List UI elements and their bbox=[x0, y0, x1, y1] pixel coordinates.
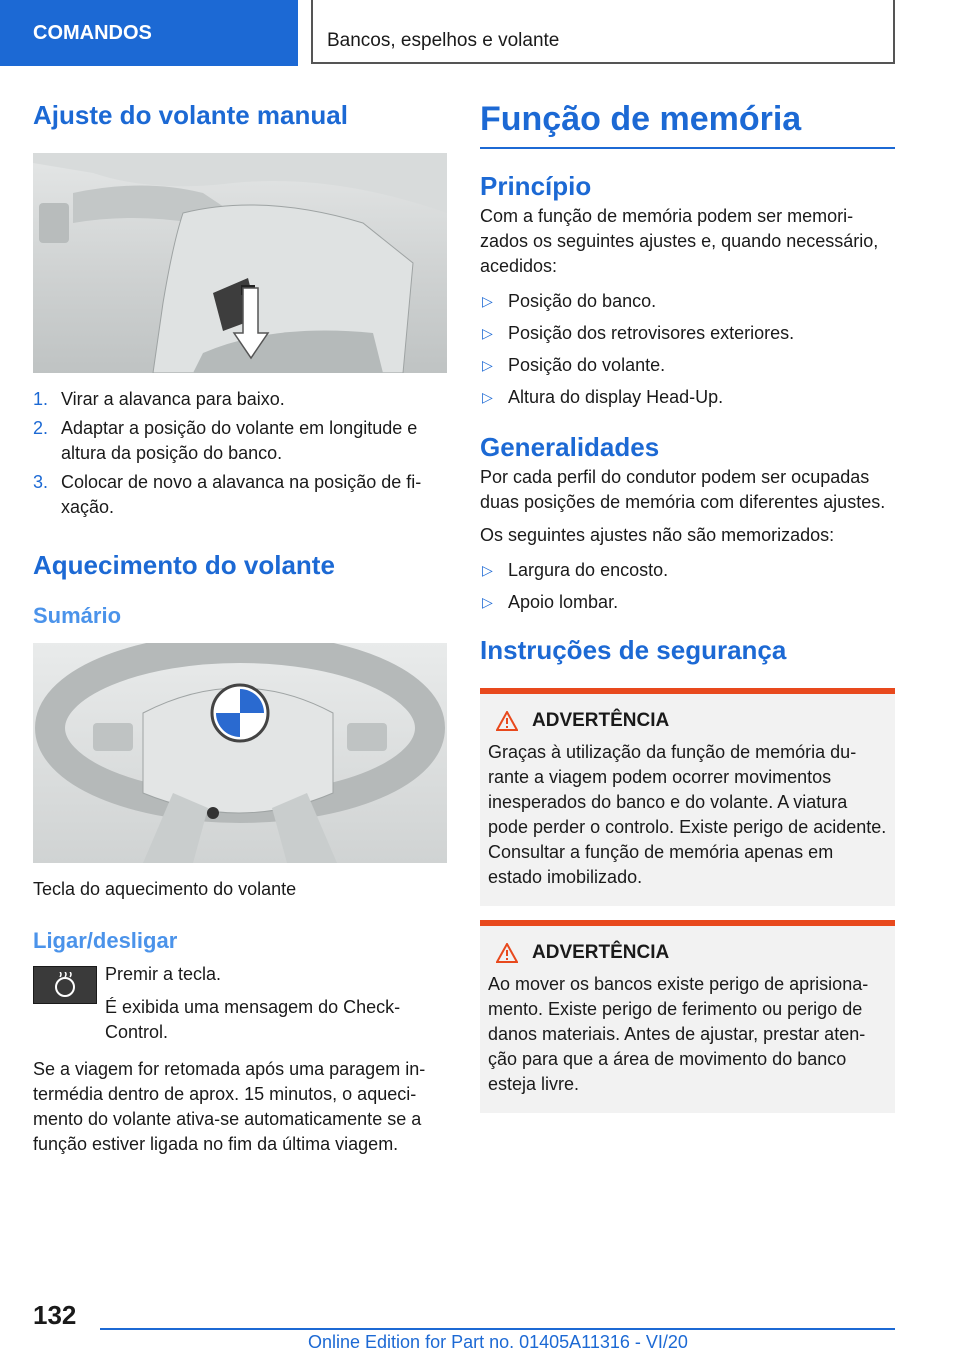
steering-column-illustration bbox=[33, 153, 447, 373]
page-number: 132 bbox=[33, 1300, 77, 1330]
adjust-steps bbox=[33, 387, 447, 520]
steering-wheel-illustration bbox=[33, 643, 447, 863]
heading-principle: Princípio bbox=[480, 171, 592, 201]
triangle-bullet-icon: ▷ bbox=[482, 293, 493, 309]
list-item: ▷ Altura do display Head-Up. bbox=[480, 385, 895, 410]
triangle-bullet-icon: ▷ bbox=[482, 594, 493, 610]
warning-triangle-icon bbox=[496, 711, 518, 731]
triangle-bullet-icon: ▷ bbox=[482, 562, 493, 578]
press-instruction: Premir a tecla. bbox=[105, 964, 222, 984]
memory-title: Função de memória bbox=[480, 100, 895, 149]
section-label: COMANDOS bbox=[33, 21, 152, 44]
step-item: 1. Virar a alavanca para baixo. bbox=[33, 389, 285, 409]
warning-title: ADVERTÊNCIA bbox=[488, 942, 887, 964]
list-item: ▷ Posição dos retrovisores exteriores. bbox=[480, 321, 895, 346]
list-item: ▷ Apoio lombar. bbox=[480, 590, 895, 615]
heating-button-block bbox=[33, 962, 447, 1045]
footer-divider bbox=[100, 1328, 895, 1330]
general-text: Por cada perfil do condutor podem ser ocupadas duas posições de memória com diferentes ajustes. bbox=[480, 467, 886, 512]
heading-heating: Aquecimento do volante bbox=[33, 550, 335, 580]
principle-list bbox=[480, 289, 895, 410]
warning-box bbox=[480, 688, 895, 906]
heading-safety: Instruções de segurança bbox=[480, 635, 787, 665]
general-list bbox=[480, 558, 895, 615]
heading-onoff: Ligar/desligar bbox=[33, 928, 178, 953]
heading-manual-adjust: Ajuste do volante manual bbox=[33, 100, 348, 130]
left-column bbox=[33, 100, 447, 1157]
steering-heat-button[interactable] bbox=[33, 966, 97, 1004]
general-text-2: Os seguintes ajustes não são memorizados: bbox=[480, 525, 835, 545]
image-caption: Tecla do aquecimento do volante bbox=[33, 879, 297, 899]
heading-general: Generalidades bbox=[480, 432, 660, 462]
triangle-bullet-icon: ▷ bbox=[482, 357, 493, 373]
step-item: 3. Colocar de novo a alavanca na posição de fixação. bbox=[33, 472, 422, 517]
steering-heat-icon bbox=[52, 972, 78, 998]
list-item: ▷ Posição do volante. bbox=[480, 353, 895, 378]
section-tab bbox=[0, 0, 298, 66]
warning-title: ADVERTÊNCIA bbox=[488, 710, 887, 732]
list-item: ▷ Posição do banco. bbox=[480, 289, 895, 314]
chapter-header bbox=[311, 0, 895, 64]
heading-summary: Sumário bbox=[33, 603, 122, 628]
footer-edition: Online Edition for Part no. 01405A11316 - VI/20 bbox=[308, 1332, 688, 1352]
warning-triangle-icon bbox=[496, 943, 518, 963]
triangle-bullet-icon: ▷ bbox=[482, 325, 493, 341]
warning-box bbox=[480, 920, 895, 1113]
right-column bbox=[480, 100, 895, 1113]
principle-text: Com a função de memória podem ser memorizados os seguintes ajustes e, quando necessário, acedidos: bbox=[480, 206, 879, 276]
heating-paragraph: Se a viagem for retomada após uma paragem intermédia dentro de aprox. 15 minutos, o aquecimento do volante ativa-se automaticamente se a função estiver ligada no fim da última viagem. bbox=[33, 1059, 426, 1154]
check-control-message: É exibida uma mensagem do Check-Control. bbox=[105, 997, 401, 1042]
step-item: 2. Adaptar a posição do volante em longitude e altura da posição do banco. bbox=[33, 418, 418, 463]
triangle-bullet-icon: ▷ bbox=[482, 389, 493, 405]
warning-text: Ao mover os bancos existe perigo de aprisionamento. Existe perigo de ferimento ou perigo de danos materiais. Antes de ajustar, prestar atenção para que a área de movimento do banco esteja livre. bbox=[488, 974, 869, 1094]
warning-text: Graças à utilização da função de memória durante a viagem podem ocorrer movimentos inesperados do banco e do volante. A viatura pode perder o controlo. Existe perigo de acidente. Consultar a função de memória apenas em estado imobilizado. bbox=[488, 742, 887, 887]
list-item: ▷ Largura do encosto. bbox=[480, 558, 895, 583]
chapter-label: Bancos, espelhos e volante bbox=[327, 30, 560, 51]
